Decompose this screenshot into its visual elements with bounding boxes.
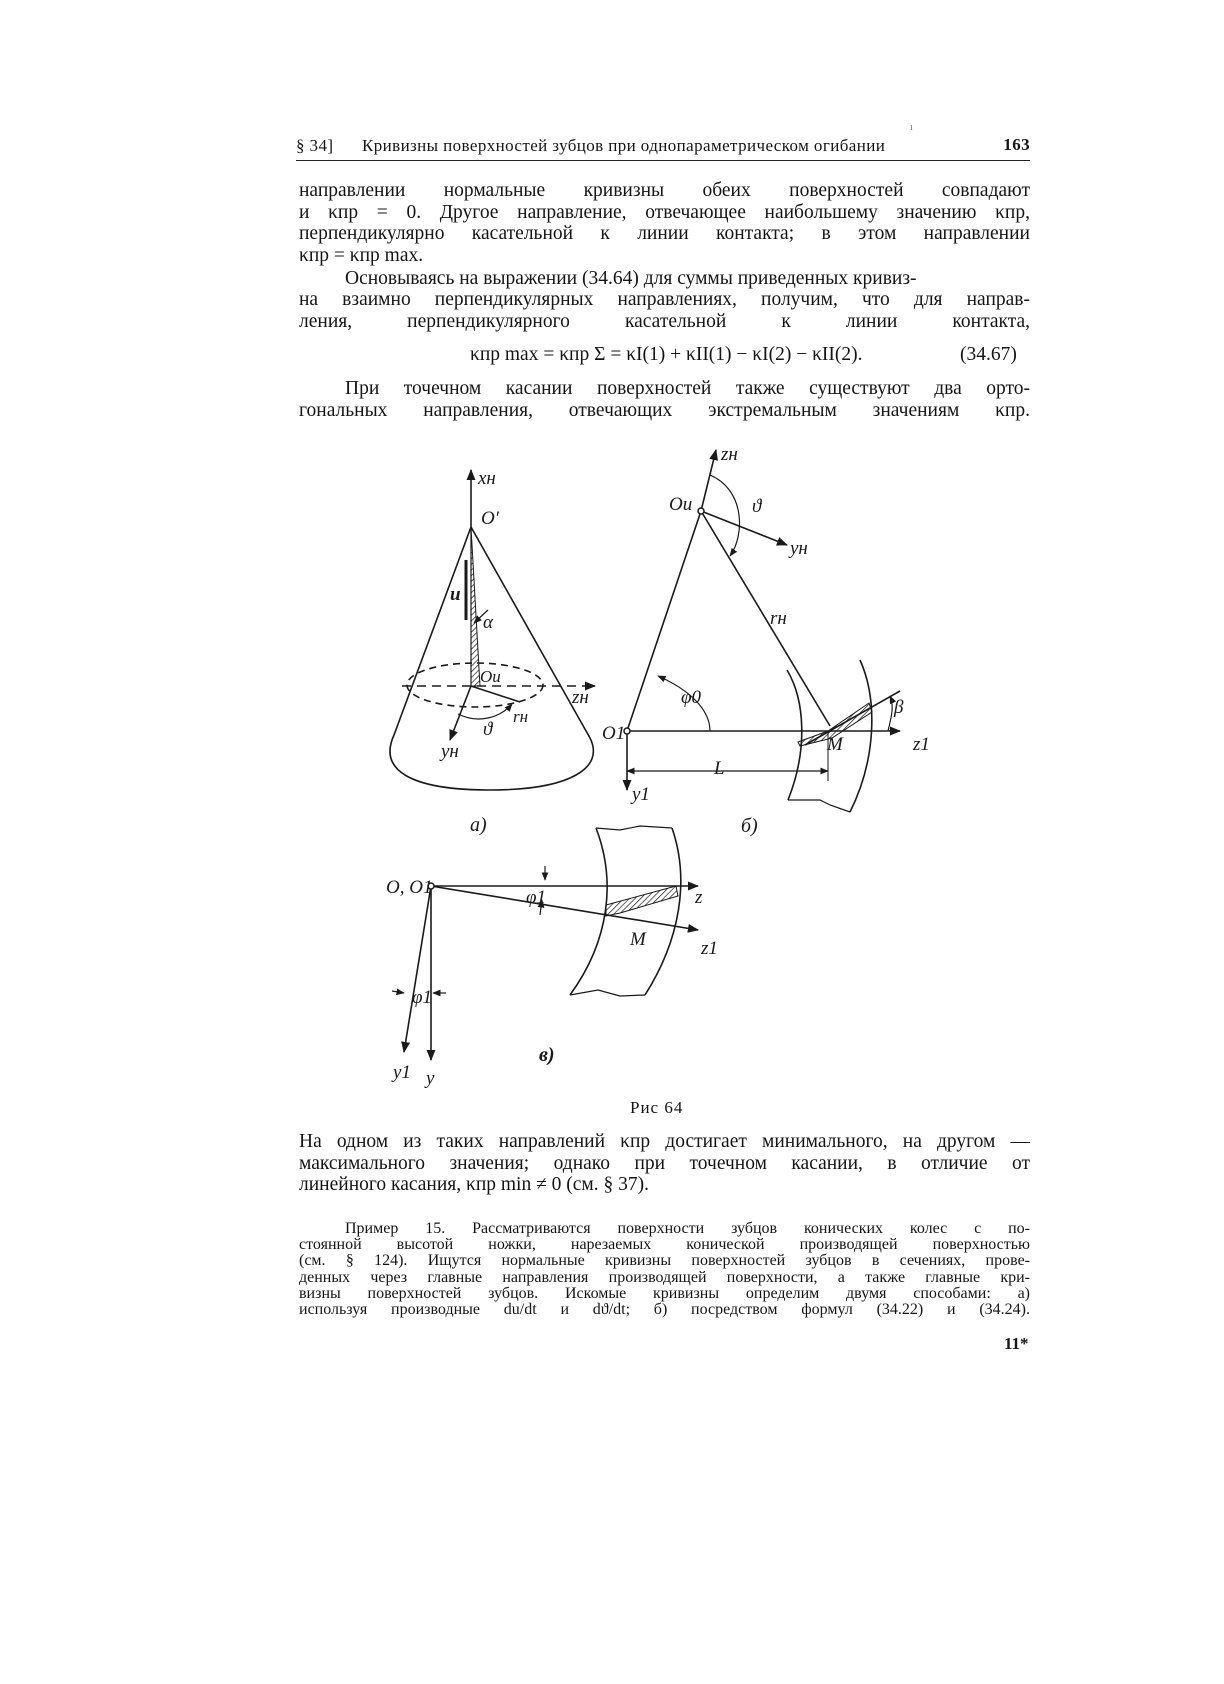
tooth-left-edge <box>787 670 802 800</box>
label-u: u <box>450 584 461 605</box>
text-line: На одном из таких направлений κпр достигает минимального, на другом — <box>299 1131 1030 1152</box>
text-line: гональных направления, отвечающих экстремальным значениям κпр. <box>299 400 1030 421</box>
label-yn: yн <box>441 741 459 762</box>
page-number: 163 <box>1003 135 1030 154</box>
label-phi0: φ0 <box>681 687 702 708</box>
tooth-right-edge <box>850 660 872 812</box>
text-line: линейного касания, κпр min ≠ 0 (см. § 37). <box>299 1174 650 1195</box>
signature-mark: 11* <box>1004 1334 1029 1353</box>
label-y-v: y <box>426 1068 435 1089</box>
point-ou <box>698 508 704 514</box>
text-line: ления, перпендикулярного касательной к линии контакта, <box>299 310 1030 332</box>
y1-axis-v <box>404 886 431 1052</box>
phi1-arrow-left <box>392 991 404 993</box>
beta-arc <box>888 696 892 731</box>
tooth-break <box>788 800 850 812</box>
label-ou: Oи <box>480 667 501 686</box>
sublabel-b: б) <box>741 815 758 837</box>
sublabel-v: в) <box>539 1044 555 1066</box>
label-rn-b: rн <box>770 608 787 629</box>
label-o-prime: O′ <box>481 508 499 529</box>
diagram-b <box>627 450 900 812</box>
text-line: используя производные du/dt и dϑ/dt; б) посредством формул (34.22) и (34.24). <box>299 1301 1030 1319</box>
section-ref: § 34] <box>296 136 334 155</box>
paragraph-4 <box>299 1131 1030 1196</box>
tooth-break-top <box>596 826 672 830</box>
cone-left-generator <box>394 527 471 735</box>
label-y1-v: y1 <box>393 1062 411 1083</box>
cone-base-arc <box>390 735 593 790</box>
text-line: перпендикулярно касательной к линии контакта; в этом направлении <box>299 223 1030 244</box>
text-line: Пример 15. Рассматриваются поверхности зубцов конических колес с по- <box>345 1220 1030 1237</box>
label-m-b: M <box>827 734 843 755</box>
equation: κпр max = κпр Σ = κI(1) + κII(1) − κI(2) − κII(2). <box>470 344 863 365</box>
example-para-cont <box>299 1237 1030 1318</box>
label-o1: O1 <box>602 723 626 744</box>
text-line: визны поверхностей зубцов. Искомые кривизны определим двумя способами: а) <box>299 1284 1030 1302</box>
label-rn: rн <box>513 707 529 726</box>
label-alpha: α <box>483 612 493 633</box>
text-line: максимального значения; однако при точечном касании, в отличие от <box>299 1152 1030 1174</box>
label-theta-b: ϑ <box>752 496 762 517</box>
scan-speck: ı <box>910 122 913 133</box>
hatched-section <box>471 527 480 686</box>
label-phi1-b: φ1 <box>412 987 433 1008</box>
label-yn-b: yн <box>790 538 808 559</box>
label-xn: xн <box>478 468 496 489</box>
rn-line-b <box>701 511 830 726</box>
text-line: направлении нормальные кривизны обеих поверхностей совпадают <box>299 180 1030 201</box>
sublabel-a: а) <box>470 814 487 836</box>
label-m-v: M <box>630 929 646 950</box>
text-line: При точечном касании поверхностей также существуют два орто- <box>345 378 1030 399</box>
figure-caption: Рис 64 <box>630 1098 684 1117</box>
label-theta-a: ϑ <box>483 719 493 740</box>
yn-axis-b <box>701 511 787 545</box>
tooth-break-bottom <box>570 990 645 996</box>
yn-axis <box>450 686 471 740</box>
label-ou-b: Oи <box>669 494 693 515</box>
labels-b <box>602 444 930 805</box>
label-z-v: z <box>695 887 703 908</box>
text-line: денных через главные направления производящей поверхности, а также главные кри- <box>299 1268 1030 1286</box>
text-line: и κпр = 0. Другое направление, отвечающее наибольшему значению κпр, <box>299 201 1030 223</box>
text-line: на взаимно перпендикулярных направлениях, получим, что для направ- <box>299 289 1030 310</box>
label-phi1: φ1 <box>526 887 547 908</box>
labels-a <box>439 468 589 762</box>
header-title: Кривизны поверхностей зубцов при однопараметрическом огибании <box>362 136 886 155</box>
equation-number: (34.67) <box>960 344 1017 365</box>
text-line: κпр = κпр max. <box>299 244 424 266</box>
rn-line <box>471 686 520 702</box>
label-z1-b: z1 <box>913 734 930 755</box>
label-o-o1: O, O1 <box>386 877 433 898</box>
diagram-v <box>392 826 698 1060</box>
text-line: стоянной высотой ножки, нарезаемых конической производящей поверхностью <box>299 1236 1030 1253</box>
label-zn: zн <box>572 687 589 708</box>
label-l: L <box>714 758 725 779</box>
text-line: Основываясь на выражении (34.64) для суммы приведенных кривиз- <box>345 268 917 289</box>
example-para <box>299 1221 1030 1237</box>
text-line: (см. § 124). Ищутся нормальные кривизны поверхностей зубцов в сечениях, прове- <box>299 1252 1030 1270</box>
hatched-contact-v <box>606 886 678 916</box>
label-zn-b: zн <box>721 444 738 465</box>
label-y1-b: y1 <box>632 784 650 805</box>
tooth-right-edge-v <box>645 828 681 995</box>
label-z1-v: z1 <box>701 938 718 959</box>
label-beta: β <box>894 697 904 718</box>
zn-axis-b <box>701 450 716 511</box>
